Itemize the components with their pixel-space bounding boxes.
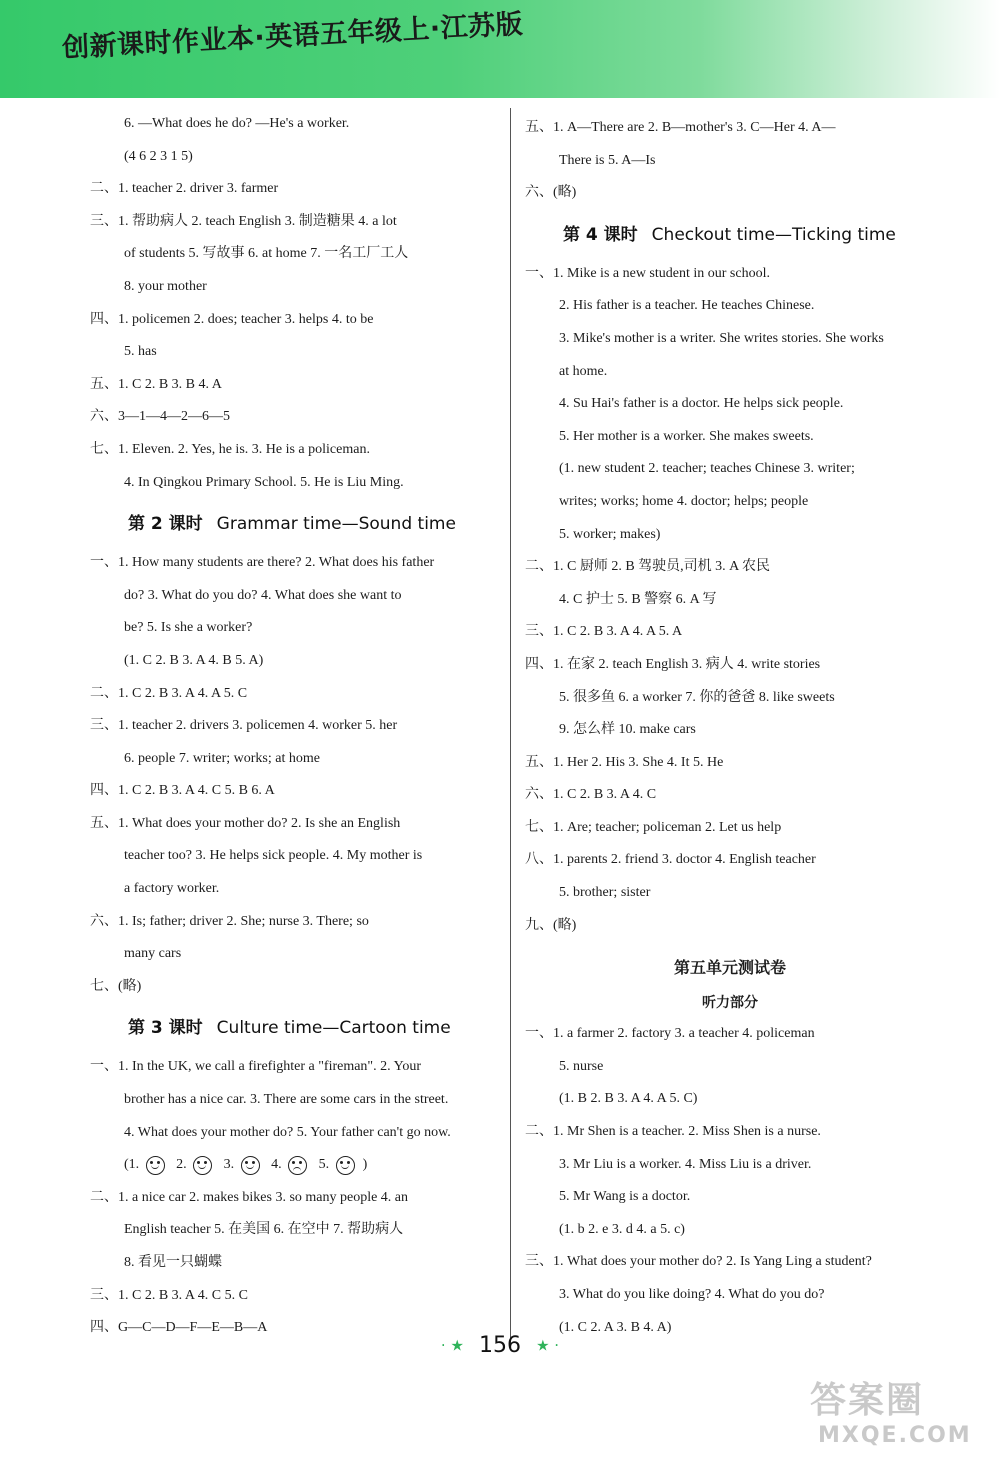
unit-test-title: 第五单元测试卷 [673,958,786,978]
answer-line: 6. people 7. writer; works; at home [124,750,320,766]
answer-line: 四、1. policemen 2. does; teacher 3. helps 4. to be [90,311,374,327]
answer-line: English teacher 5. 在美国 6. 在空中 7. 帮助病人 [124,1222,404,1238]
answer-line: 六、1. Is; father; driver 2. She; nurse 3. There; so [90,913,369,929]
answer-line: 5. brother; sister [559,885,651,901]
answer-line: 六、3—1—4—2—6—5 [90,409,230,425]
answer-line: (1. b 2. e 3. d 4. a 5. c) [559,1221,685,1237]
answer-line: a factory worker. [124,881,220,897]
answer-line: 六、1. C 2. B 3. A 4. C [525,787,657,803]
lesson-title: Checkout time—Ticking time [651,224,896,245]
answer-line: 5. nurse [559,1058,604,1074]
answer-line: 8. your mother [124,278,207,294]
answer-line: 一、1. In the UK, we call a firefighter a "fireman". 2. Your [90,1059,422,1075]
face-1-icon [146,1156,165,1175]
face-3-icon [241,1156,260,1175]
face-4-icon [288,1156,307,1175]
star-icon: ★ · [536,1336,560,1355]
right-answers-listening [525,1018,935,1344]
face-answer-label: 3. [223,1157,235,1173]
answer-line: teacher too? 3. He helps sick people. 4. My mother is [124,848,423,864]
page-number: 156 [479,1333,521,1358]
face-answer-label: 2. [176,1157,187,1173]
answer-line: (1. new student 2. teacher; teaches Chinese 3. writer; [559,461,855,477]
answer-line: 3. Mike's mother is a writer. She writes stories. She works [559,330,884,346]
answer-line: 七、1. Are; teacher; policeman 2. Let us help [525,819,782,835]
right-answers-lesson3-end [525,112,935,210]
lesson-4-heading [563,218,935,252]
answer-line: 5. Her mother is a worker. She makes sweets. [559,428,814,444]
answer-line: brother has a nice car. 3. There are some cars in the street. [124,1092,449,1108]
answer-line: (4 6 2 3 1 5) [124,148,193,164]
face-2-icon [193,1156,212,1175]
answer-line: 4. Su Hai's father is a doctor. He helps sick people. [559,396,844,412]
lesson-title: Grammar time—Sound time [216,514,456,535]
answer-line: 二、1. Mr Shen is a teacher. 2. Miss Shen is a nurse. [525,1124,821,1140]
watermark-url: MXQE.COM [818,1423,972,1448]
answer-line: There is 5. A—Is [559,152,656,168]
watermark-text: 答案圈 [810,1380,925,1421]
answer-line: 4. In Qingkou Primary School. 5. He is Liu Ming. [124,474,404,490]
answer-line: 五、1. C 2. B 3. B 4. A [90,376,222,392]
answer-line: 二、1. teacher 2. driver 3. farmer [90,181,279,197]
answer-line: 三、1. What does your mother do? 2. Is Yang Ling a student? [525,1254,872,1270]
answer-line: writes; works; home 4. doctor; helps; people [559,493,809,509]
answer-line: 七、1. Eleven. 2. Yes, he is. 3. He is a policeman. [90,441,370,457]
answer-line: 4. C 护士 5. B 警察 6. A 写 [559,591,717,607]
book-title: 创新课时作业本·英语五年级上·江苏版 [61,8,524,64]
watermark-logo [810,1372,990,1457]
face-answer-label: (1. [124,1157,140,1173]
answer-line: 二、1. C 厨师 2. B 驾驶员,司机 3. A 农民 [525,559,771,575]
answer-line: 三、1. teacher 2. drivers 3. policemen 4. worker 5. her [90,718,398,734]
answer-line: 一、1. Mike is a new student in our school. [525,265,770,281]
answer-line: (1. C 2. B 3. A 4. B 5. A) [124,652,264,668]
answer-line: 6. —What does he do? —He's a worker. [124,116,350,131]
answer-line: 3. Mr Liu is a worker. 4. Miss Liu is a driver. [559,1156,812,1172]
face-answer-label: 4. [271,1157,282,1173]
answer-line: 三、1. C 2. B 3. A 4. A 5. A [525,624,683,640]
answer-line: 三、1. 帮助病人 2. teach English 3. 制造糖果 4. a lot [90,213,397,229]
answer-line: 三、1. C 2. B 3. A 4. C 5. C [90,1287,248,1303]
answer-line: 五、1. What does your mother do? 2. Is she an English [90,815,401,831]
face-answer-label: ) [362,1157,368,1173]
lesson-number: 第 3 课时 [128,1018,203,1039]
answer-line: 8. 看见一只蝴蝶 [124,1255,222,1270]
answer-line: 二、1. C 2. B 3. A 4. A 5. C [90,685,248,701]
lesson-number: 第 2 课时 [128,514,203,535]
lesson-2-heading [128,507,500,541]
lesson-number: 第 4 课时 [563,224,638,245]
answer-line: 九、(略) [525,917,577,933]
page-footer [0,1333,1000,1358]
answer-line: 五、1. A—There are 2. B—mother's 3. C—Her 4. A— [525,120,836,135]
answer-line: 5. Mr Wang is a doctor. [559,1189,691,1205]
face-answer-label: 5. [318,1157,330,1173]
left-column [90,108,500,1345]
answer-line: 一、1. How many students are there? 2. What does his father [90,555,435,571]
answer-line: 4. What does your mother do? 5. Your father can't go now. [124,1124,451,1140]
answer-line: be? 5. Is she a worker? [124,620,253,636]
listening-section-title: 听力部分 [702,995,758,1012]
answer-line: 二、1. a nice car 2. makes bikes 3. so many people 4. an [90,1189,409,1205]
header-banner [0,0,1000,98]
face-answers-line [90,1149,500,1182]
answer-line: 9. 怎么样 10. make cars [559,722,696,738]
right-answers-lesson4 [525,258,935,942]
answer-line: at home. [559,363,608,379]
answer-line: 一、1. a farmer 2. factory 3. a teacher 4. policeman [525,1026,815,1042]
answer-line: 5. 很多鱼 6. a worker 7. 你的爸爸 8. like sweets [559,689,835,705]
answer-line: 5. worker; makes) [559,526,661,542]
answer-line: 四、G—C—D—F—E—B—A [90,1320,268,1336]
answer-line: 2. His father is a teacher. He teaches Chinese. [559,298,815,314]
answer-line: many cars [124,946,182,962]
left-answers-lesson3-part1 [90,1051,500,1149]
answer-line: 四、1. 在家 2. teach English 3. 病人 4. write stories [525,656,821,672]
face-5-icon [336,1156,355,1175]
answer-line: 五、1. Her 2. His 3. She 4. It 5. He [525,754,724,770]
answer-line: of students 5. 写故事 6. at home 7. 一名工厂工人 [124,246,409,262]
answer-line: (1. B 2. B 3. A 4. A 5. C) [559,1091,698,1107]
answer-line: (1. C 2. A 3. B 4. A) [559,1319,672,1335]
answer-line: do? 3. What do you do? 4. What does she want to [124,587,402,603]
left-answers-lesson2 [90,547,500,1003]
left-answers-lesson3-part2 [90,1182,500,1345]
answer-line: 3. What do you like doing? 4. What do you do? [559,1287,825,1302]
star-icon: · ★ [440,1336,464,1355]
answer-line: 四、1. C 2. B 3. A 4. C 5. B 6. A [90,783,275,799]
answer-line: 六、(略) [525,185,577,201]
right-column [525,112,935,1344]
left-answers-lesson1 [90,108,500,499]
answer-line: 七、(略) [90,978,142,994]
column-divider [510,108,511,1343]
lesson-title: Culture time—Cartoon time [216,1018,451,1039]
lesson-3-heading [128,1011,500,1045]
answer-line: 5. has [124,344,157,360]
answer-line: 八、1. parents 2. friend 3. doctor 4. English teacher [525,852,816,868]
